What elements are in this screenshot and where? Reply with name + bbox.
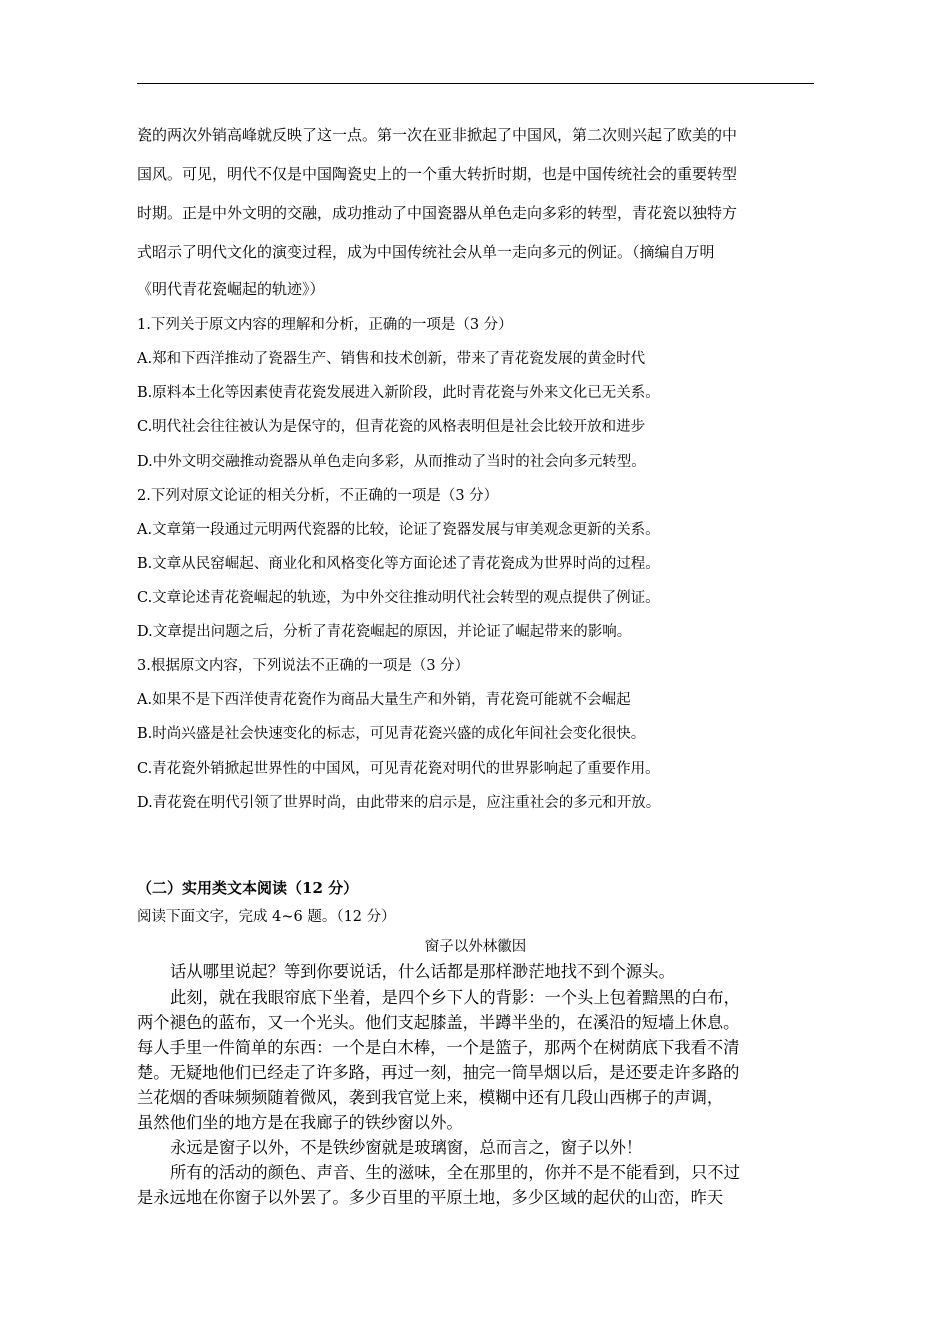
article-line: 是永远地在你窗子以外罢了。多少百里的平原土地，多少区域的起伏的山峦，昨天 — [137, 1188, 724, 1207]
section-instruction: 阅读下面文字，完成 4~6 题。（12 分） — [137, 909, 396, 925]
article-line: 所有的活动的颜色、声音、生的滋味，全在那里的，你并不是不能看到，只不过 — [170, 1163, 740, 1182]
question-3-option-b: B.时尚兴盛是社会快速变化的标志，可见青花瓷兴盛的成化年间社会变化很快。 — [137, 726, 646, 742]
article-line: 两个褪色的蓝布，又一个光头。他们支起膝盖，半蹲半坐的，在溪沿的短墙上休息。 — [137, 1013, 740, 1032]
article-line: 此刻，就在我眼帘底下坐着，是四个乡下人的背影：一个头上包着黯黑的白布， — [170, 988, 740, 1007]
header-rule — [137, 83, 814, 84]
question-2-option-a: A.文章第一段通过元明两代瓷器的比较，论证了瓷器发展与审美观念更新的关系。 — [137, 522, 660, 538]
article-line: 话从哪里说起？等到你要说话，什么话都是那样渺茫地找不到个源头。 — [170, 962, 675, 981]
question-1-stem: 1.下列关于原文内容的理解和分析，正确的一项是（3 分） — [137, 317, 513, 333]
question-2-option-b: B.文章从民窑崛起、商业化和风格变化等方面论述了青花瓷成为世界时尚的过程。 — [137, 556, 660, 572]
question-3-option-c: C.青花瓷外销掀起世界性的中国风，可见青花瓷对明代的世界影响起了重要作用。 — [137, 761, 660, 777]
question-3-stem: 3.根据原文内容，下列说法不正确的一项是（3 分） — [137, 658, 470, 674]
passage-line: 式昭示了明代文化的演变过程，成为中国传统社会从单一走向多元的例证。（摘编自万明 — [137, 243, 715, 261]
question-1-option-d: D.中外文明交融推动瓷器从单色走向多彩，从而推动了当时的社会向多元转型。 — [137, 454, 646, 470]
passage-line: 瓷的两次外销高峰就反映了这一点。第一次在亚非掀起了中国风，第二次则兴起了欧美的中 — [137, 126, 738, 144]
question-2-stem: 2.下列对原文论证的相关分析，不正确的一项是（3 分） — [137, 488, 499, 504]
question-3-option-a: A.如果不是下西洋使青花瓷作为商品大量生产和外销，青花瓷可能就不会崛起 — [137, 692, 631, 708]
passage-line: 国风。可见，明代不仅是中国陶瓷史上的一个重大转折时期，也是中国传统社会的重要转型 — [137, 165, 738, 183]
passage-source: 《明代青花瓷崛起的轨迹》） — [137, 280, 325, 298]
passage-line: 时期。正是中外文明的交融，成功推动了中国瓷器从单色走向多彩的转型，青花瓷以独特方 — [137, 204, 738, 222]
question-2-option-d: D.文章提出问题之后，分析了青花瓷崛起的原因，并论证了崛起带来的影响。 — [137, 624, 632, 640]
section-heading: （二）实用类文本阅读（12 分） — [137, 879, 359, 897]
question-3-option-d: D.青花瓷在明代引领了世界时尚，由此带来的启示是，应注重社会的多元和开放。 — [137, 795, 661, 811]
article-line: 楚。无疑地他们已经走了许多路，再过一刻，抽完一筒旱烟以后，是还要走许多路的 — [137, 1063, 740, 1082]
question-2-option-c: C.文章论述青花瓷崛起的轨迹，为中外交往推动明代社会转型的观点提供了例证。 — [137, 590, 660, 606]
question-1-option-c: C.明代社会往往被认为是保守的，但青花瓷的风格表明但是社会比较开放和进步 — [137, 419, 646, 435]
article-title: 窗子以外林徽因 — [424, 939, 527, 955]
article-line: 虽然他们坐的地方是在我廊子的铁纱窗以外。 — [137, 1113, 463, 1132]
article-line: 永远是窗子以外，不是铁纱窗就是玻璃窗，总而言之，窗子以外！ — [170, 1138, 643, 1157]
question-1-option-b: B.原料本土化等因素使青花瓷发展进入新阶段，此时青花瓷与外来文化已无关系。 — [137, 385, 660, 401]
article-line: 兰花烟的香味频频随着微风，袭到我官觉上来，模糊中还有几段山西梆子的声调， — [137, 1088, 724, 1107]
question-1-option-a: A.郑和下西洋推动了瓷器生产、销售和技术创新，带来了青花瓷发展的黄金时代 — [137, 351, 646, 367]
article-line: 每人手里一件简单的东西：一个是白木棒，一个是篮子，那两个在树荫底下我看不清 — [137, 1038, 740, 1057]
